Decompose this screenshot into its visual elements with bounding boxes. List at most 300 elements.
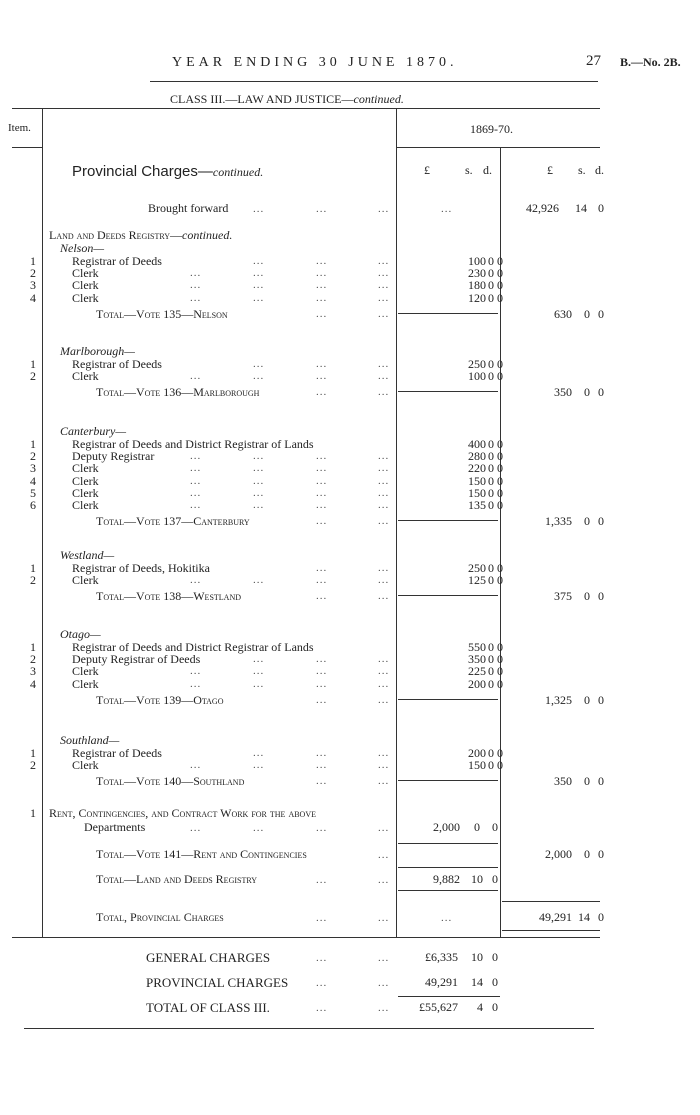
item-number: 3 — [30, 278, 36, 292]
item-amount-shillings: 0 — [488, 573, 494, 587]
table-bottom-rule — [12, 937, 600, 938]
item-amount-pence: 0 — [497, 369, 503, 383]
dot-leader: ... — [190, 450, 202, 462]
vote-total-pounds: 1,325 — [545, 693, 572, 707]
dot-leader: ... — [253, 450, 265, 462]
registry-heading-continued: continued. — [182, 228, 233, 242]
dot-leader: ... — [378, 515, 390, 527]
vote-total-pounds: 630 — [554, 307, 572, 321]
item-number: 1 — [30, 746, 36, 760]
brought-forward-leader-1: ... — [253, 203, 265, 215]
left-pence-header: d. — [483, 163, 492, 177]
summary-pence: 0 — [492, 950, 498, 964]
dot-leader: ... — [253, 665, 265, 677]
group-name: Marlborough— — [60, 344, 135, 358]
item-amount-shillings: 0 — [488, 437, 494, 451]
rent-rule — [398, 843, 498, 844]
dot-leader: ... — [316, 515, 328, 527]
rent-leader-1: ... — [190, 822, 202, 834]
vote-total-label: Total—Vote 137—Canterbury — [96, 514, 250, 528]
item-amount-pence: 0 — [497, 278, 503, 292]
dot-leader: ... — [378, 308, 390, 320]
vote-total-pence: 0 — [598, 514, 604, 528]
provincial-total-rule — [502, 901, 600, 902]
dot-leader: ... — [190, 665, 202, 677]
vote-total-pence: 0 — [598, 385, 604, 399]
rent-item-number: 1 — [30, 806, 36, 820]
provincial-total-rule-bottom — [502, 930, 600, 931]
registry-total-shillings: 10 — [471, 872, 483, 886]
dot-leader: ... — [253, 499, 265, 511]
dot-leader: ... — [316, 255, 328, 267]
item-label: Clerk — [72, 369, 99, 383]
dot-leader: ... — [316, 590, 328, 602]
dot-leader: ... — [378, 562, 390, 574]
rent-total-pence: 0 — [598, 847, 604, 861]
registry-total-rule — [398, 867, 498, 868]
registry-total-leader-1: ... — [316, 874, 328, 886]
dot-leader: ... — [253, 279, 265, 291]
dot-leader: ... — [190, 499, 202, 511]
rent-label-line-1: Rent, Contingencies, and Contract Work for the above — [49, 806, 316, 820]
header-rule — [150, 81, 598, 82]
provincial-total-shillings: 14 — [578, 910, 590, 924]
dot-leader: ... — [253, 370, 265, 382]
registry-total-pounds: 9,882 — [433, 872, 460, 886]
item-number: 4 — [30, 474, 36, 488]
group-name: Canterbury— — [60, 424, 126, 438]
item-number: 1 — [30, 561, 36, 575]
rent-total-shillings: 0 — [584, 847, 590, 861]
dot-leader: ... — [316, 450, 328, 462]
dot-leader: ... — [378, 499, 390, 511]
dot-leader: ... — [378, 462, 390, 474]
item-amount-pounds: 280 — [468, 449, 486, 463]
item-amount-shillings: 0 — [488, 758, 494, 772]
vote-total-label: Total—Vote 135—Nelson — [96, 307, 228, 321]
item-amount-pence: 0 — [497, 573, 503, 587]
item-amount-shillings: 0 — [488, 486, 494, 500]
item-number: 3 — [30, 461, 36, 475]
provincial-total-label: Total, Provincial Charges — [96, 910, 224, 924]
item-label: Clerk — [72, 266, 99, 280]
dot-leader: ... — [378, 759, 390, 771]
dot-leader: ... — [253, 267, 265, 279]
item-amount-pounds: 225 — [468, 664, 486, 678]
dot-leader: ... — [378, 977, 390, 989]
item-amount-pounds: 350 — [468, 652, 486, 666]
dot-leader: ... — [316, 292, 328, 304]
subtotal-rule — [398, 313, 498, 314]
dot-leader: ... — [253, 747, 265, 759]
vote-total-label: Total—Vote 138—Westland — [96, 589, 242, 603]
item-amount-pounds: 550 — [468, 640, 486, 654]
item-amount-shillings: 0 — [488, 449, 494, 463]
dot-leader: ... — [253, 653, 265, 665]
dot-leader: ... — [316, 462, 328, 474]
dot-leader: ... — [253, 475, 265, 487]
dot-leader: ... — [316, 475, 328, 487]
section-title — [72, 163, 263, 181]
item-label: Registrar of Deeds — [72, 746, 162, 760]
item-amount-shillings: 0 — [488, 278, 494, 292]
item-amount-pounds: 200 — [468, 746, 486, 760]
item-label: Clerk — [72, 758, 99, 772]
left-pound-header: £ — [424, 163, 430, 177]
item-number: 2 — [30, 652, 36, 666]
rent-total-pounds: 2,000 — [545, 847, 572, 861]
rent-amount-pounds: 2,000 — [433, 820, 460, 834]
item-label: Clerk — [72, 291, 99, 305]
summary-label: PROVINCIAL CHARGES — [146, 975, 289, 990]
item-label: Clerk — [72, 498, 99, 512]
dot-leader: ... — [190, 279, 202, 291]
dot-leader: ... — [190, 574, 202, 586]
vote-total-pounds: 375 — [554, 589, 572, 603]
section-title-label: Provincial Charges— — [72, 163, 213, 180]
brought-forward-leader-2: ... — [316, 203, 328, 215]
brought-forward-left: ... — [441, 203, 453, 215]
document-reference: B.—No. 2B. — [620, 55, 681, 69]
vote-total-shillings: 0 — [584, 589, 590, 603]
item-amount-pounds: 400 — [468, 437, 486, 451]
dot-leader: ... — [378, 255, 390, 267]
dot-leader: ... — [316, 308, 328, 320]
subtotal-rule — [398, 780, 498, 781]
item-amount-shillings: 0 — [488, 266, 494, 280]
summary-pence: 0 — [492, 1000, 498, 1014]
dot-leader: ... — [316, 574, 328, 586]
item-amount-pounds: 200 — [468, 677, 486, 691]
item-label: Clerk — [72, 461, 99, 475]
item-amount-pence: 0 — [497, 449, 503, 463]
vote-total-pounds: 1,335 — [545, 514, 572, 528]
item-amount-pounds: 135 — [468, 498, 486, 512]
item-label: Clerk — [72, 486, 99, 500]
rent-leader-3: ... — [316, 822, 328, 834]
dot-leader: ... — [253, 759, 265, 771]
item-amount-pence: 0 — [497, 758, 503, 772]
provincial-total-pence: 0 — [598, 910, 604, 924]
dot-leader: ... — [253, 678, 265, 690]
dot-leader: ... — [316, 562, 328, 574]
dot-leader: ... — [190, 487, 202, 499]
subtotal-rule — [398, 699, 498, 700]
page-header-title: YEAR ENDING 30 JUNE 1870. — [172, 55, 458, 70]
item-label: Clerk — [72, 474, 99, 488]
dot-leader: ... — [316, 358, 328, 370]
group-name: Nelson— — [60, 241, 105, 255]
item-amount-pence: 0 — [497, 266, 503, 280]
item-number: 2 — [30, 449, 36, 463]
item-amount-shillings: 0 — [488, 640, 494, 654]
item-label: Clerk — [72, 677, 99, 691]
summary-shillings: 10 — [471, 950, 483, 964]
item-amount-pounds: 250 — [468, 561, 486, 575]
item-amount-pounds: 150 — [468, 486, 486, 500]
item-amount-shillings: 0 — [488, 561, 494, 575]
item-label: Registrar of Deeds and District Registrar of Lands — [72, 640, 314, 654]
provincial-total-left: ... — [441, 912, 453, 924]
vote-total-pounds: 350 — [554, 774, 572, 788]
item-amount-pounds: 100 — [468, 254, 486, 268]
summary-label: GENERAL CHARGES — [146, 950, 271, 965]
group-name: Southland— — [60, 733, 120, 747]
dot-leader: ... — [316, 775, 328, 787]
item-amount-pence: 0 — [497, 357, 503, 371]
brought-forward-leader-3: ... — [378, 203, 390, 215]
item-amount-pounds: 230 — [468, 266, 486, 280]
year-column-header: 1869-70. — [470, 122, 513, 136]
item-number: 4 — [30, 291, 36, 305]
item-label: Registrar of Deeds and District Registrar of Lands — [72, 437, 314, 451]
dot-leader: ... — [316, 694, 328, 706]
dot-leader: ... — [190, 462, 202, 474]
summary-pounds: £6,335 — [425, 950, 458, 964]
summary-pence: 0 — [492, 975, 498, 989]
item-amount-shillings: 0 — [488, 474, 494, 488]
dot-leader: ... — [378, 678, 390, 690]
dot-leader: ... — [316, 267, 328, 279]
item-amount-pence: 0 — [497, 498, 503, 512]
item-amount-pounds: 150 — [468, 758, 486, 772]
item-number: 2 — [30, 573, 36, 587]
rent-leader-4: ... — [378, 822, 390, 834]
dot-leader: ... — [316, 499, 328, 511]
item-number: 6 — [30, 498, 36, 512]
subtotal-rule — [398, 595, 498, 596]
item-amount-pence: 0 — [497, 474, 503, 488]
summary-shillings: 4 — [477, 1000, 483, 1014]
dot-leader: ... — [316, 487, 328, 499]
dot-leader: ... — [316, 370, 328, 382]
dot-leader: ... — [378, 1002, 390, 1014]
item-label: Deputy Registrar of Deeds — [72, 652, 201, 666]
vote-total-label: Total—Vote 140—Southland — [96, 774, 245, 788]
dot-leader: ... — [316, 653, 328, 665]
item-label: Registrar of Deeds — [72, 254, 162, 268]
item-amount-shillings: 0 — [488, 461, 494, 475]
dot-leader: ... — [253, 487, 265, 499]
item-amount-pounds: 180 — [468, 278, 486, 292]
dot-leader: ... — [378, 775, 390, 787]
vote-total-pence: 0 — [598, 307, 604, 321]
item-amount-pounds: 220 — [468, 461, 486, 475]
class-label: CLASS III.—LAW AND JUSTICE— — [170, 92, 354, 106]
dot-leader: ... — [316, 759, 328, 771]
dot-leader: ... — [378, 450, 390, 462]
item-label: Registrar of Deeds, Hokitika — [72, 561, 210, 575]
vote-total-shillings: 0 — [584, 307, 590, 321]
item-number: 1 — [30, 254, 36, 268]
item-amount-pence: 0 — [497, 640, 503, 654]
vote-total-label: Total—Vote 139—Otago — [96, 693, 224, 707]
dot-leader: ... — [190, 370, 202, 382]
vote-total-shillings: 0 — [584, 514, 590, 528]
item-amount-pounds: 150 — [468, 474, 486, 488]
brought-forward-shillings: 14 — [575, 201, 587, 215]
provincial-total-leader-2: ... — [378, 912, 390, 924]
item-label: Clerk — [72, 664, 99, 678]
dot-leader: ... — [378, 653, 390, 665]
registry-total-pence: 0 — [492, 872, 498, 886]
item-amount-shillings: 0 — [488, 746, 494, 760]
rent-amount-pence: 0 — [492, 820, 498, 834]
item-amount-shillings: 0 — [488, 652, 494, 666]
item-amount-pence: 0 — [497, 677, 503, 691]
item-number: 1 — [30, 357, 36, 371]
item-amount-pence: 0 — [497, 254, 503, 268]
registry-total-rule-bottom — [398, 890, 498, 891]
dot-leader: ... — [316, 665, 328, 677]
vote-total-pence: 0 — [598, 589, 604, 603]
rent-label-line-2: Departments — [84, 820, 146, 834]
item-amount-shillings: 0 — [488, 498, 494, 512]
brought-forward-label: Brought forward — [148, 201, 229, 215]
dot-leader: ... — [378, 475, 390, 487]
item-amount-pounds: 100 — [468, 369, 486, 383]
dot-leader: ... — [378, 370, 390, 382]
dot-leader: ... — [253, 574, 265, 586]
item-label: Registrar of Deeds — [72, 357, 162, 371]
dot-leader: ... — [316, 386, 328, 398]
section-title-continued: continued. — [212, 165, 264, 179]
item-number: 2 — [30, 758, 36, 772]
group-name: Otago— — [60, 627, 101, 641]
item-amount-pence: 0 — [497, 291, 503, 305]
vote-total-shillings: 0 — [584, 774, 590, 788]
rent-total-label: Total—Vote 141—Rent and Contingencies — [96, 847, 307, 861]
brought-forward-pounds: 42,926 — [526, 201, 559, 215]
item-amount-pence: 0 — [497, 437, 503, 451]
dot-leader: ... — [378, 665, 390, 677]
dot-leader: ... — [316, 952, 328, 964]
dot-leader: ... — [378, 279, 390, 291]
dot-leader: ... — [378, 386, 390, 398]
vote-total-shillings: 0 — [584, 385, 590, 399]
group-name: Westland— — [60, 548, 115, 562]
summary-pounds: £55,627 — [419, 1000, 458, 1014]
summary-pounds: 49,291 — [425, 975, 458, 989]
page-number: 27 — [586, 53, 601, 69]
dot-leader: ... — [316, 977, 328, 989]
dot-leader: ... — [253, 358, 265, 370]
summary-sum-rule — [398, 996, 500, 997]
vote-total-shillings: 0 — [584, 693, 590, 707]
registry-heading-label: Land and Deeds Registry— — [49, 228, 182, 242]
item-amount-shillings: 0 — [488, 291, 494, 305]
item-amount-shillings: 0 — [488, 369, 494, 383]
class-heading — [170, 92, 404, 107]
registry-total-label: Total—Land and Deeds Registry — [96, 872, 258, 886]
item-column-divider — [42, 108, 43, 938]
dot-leader: ... — [316, 747, 328, 759]
subtotal-rule — [398, 520, 498, 521]
item-label: Clerk — [72, 278, 99, 292]
left-shilling-header: s. — [465, 163, 473, 177]
item-amount-pence: 0 — [497, 561, 503, 575]
item-amount-shillings: 0 — [488, 357, 494, 371]
page-bottom-rule — [24, 1028, 594, 1029]
item-label: Clerk — [72, 573, 99, 587]
dot-leader: ... — [378, 358, 390, 370]
vote-total-pounds: 350 — [554, 385, 572, 399]
brought-forward-pence: 0 — [598, 201, 604, 215]
dot-leader: ... — [253, 255, 265, 267]
dot-leader: ... — [190, 678, 202, 690]
item-amount-pounds: 120 — [468, 291, 486, 305]
header-bottom-rule-right — [396, 147, 600, 148]
header-bottom-rule-left — [12, 147, 42, 148]
dot-leader: ... — [378, 694, 390, 706]
item-amount-shillings: 0 — [488, 677, 494, 691]
item-number: 3 — [30, 664, 36, 678]
registry-total-leader-2: ... — [378, 874, 390, 886]
item-amount-pence: 0 — [497, 652, 503, 666]
item-number: 2 — [30, 369, 36, 383]
subtotal-rule — [398, 391, 498, 392]
item-label: Deputy Registrar — [72, 449, 155, 463]
item-amount-pence: 0 — [497, 746, 503, 760]
dot-leader: ... — [378, 590, 390, 602]
item-amount-pounds: 125 — [468, 573, 486, 587]
rent-leader-2: ... — [253, 822, 265, 834]
vote-total-pence: 0 — [598, 693, 604, 707]
provincial-total-leader-1: ... — [316, 912, 328, 924]
vote-total-pence: 0 — [598, 774, 604, 788]
rent-total-leader: ... — [378, 849, 390, 861]
dot-leader: ... — [378, 267, 390, 279]
item-amount-pence: 0 — [497, 461, 503, 475]
right-shilling-header: s. — [578, 163, 586, 177]
dot-leader: ... — [253, 462, 265, 474]
item-number: 1 — [30, 437, 36, 451]
vote-total-label: Total—Vote 136—Marlborough — [96, 385, 260, 399]
dot-leader: ... — [378, 487, 390, 499]
amount-column-divider-1 — [396, 108, 397, 938]
provincial-total-pounds: 49,291 — [539, 910, 572, 924]
dot-leader: ... — [316, 678, 328, 690]
table-top-rule — [12, 108, 600, 109]
rent-amount-shillings: 0 — [474, 820, 480, 834]
item-amount-shillings: 0 — [488, 664, 494, 678]
summary-shillings: 14 — [471, 975, 483, 989]
item-amount-pence: 0 — [497, 486, 503, 500]
dot-leader: ... — [190, 292, 202, 304]
dot-leader: ... — [316, 279, 328, 291]
dot-leader: ... — [190, 759, 202, 771]
summary-label: TOTAL OF CLASS III. — [146, 1000, 270, 1015]
dot-leader: ... — [190, 475, 202, 487]
item-number: 1 — [30, 640, 36, 654]
item-number: 2 — [30, 266, 36, 280]
dot-leader: ... — [190, 267, 202, 279]
item-amount-pence: 0 — [497, 664, 503, 678]
class-continued: continued. — [353, 92, 404, 106]
item-number: 5 — [30, 486, 36, 500]
dot-leader: ... — [316, 1002, 328, 1014]
item-column-header: Item. — [8, 122, 31, 134]
dot-leader: ... — [378, 574, 390, 586]
dot-leader: ... — [253, 292, 265, 304]
dot-leader: ... — [378, 292, 390, 304]
item-amount-shillings: 0 — [488, 254, 494, 268]
dot-leader: ... — [378, 952, 390, 964]
item-amount-pounds: 250 — [468, 357, 486, 371]
item-number: 4 — [30, 677, 36, 691]
right-pence-header: d. — [595, 163, 604, 177]
dot-leader: ... — [378, 747, 390, 759]
